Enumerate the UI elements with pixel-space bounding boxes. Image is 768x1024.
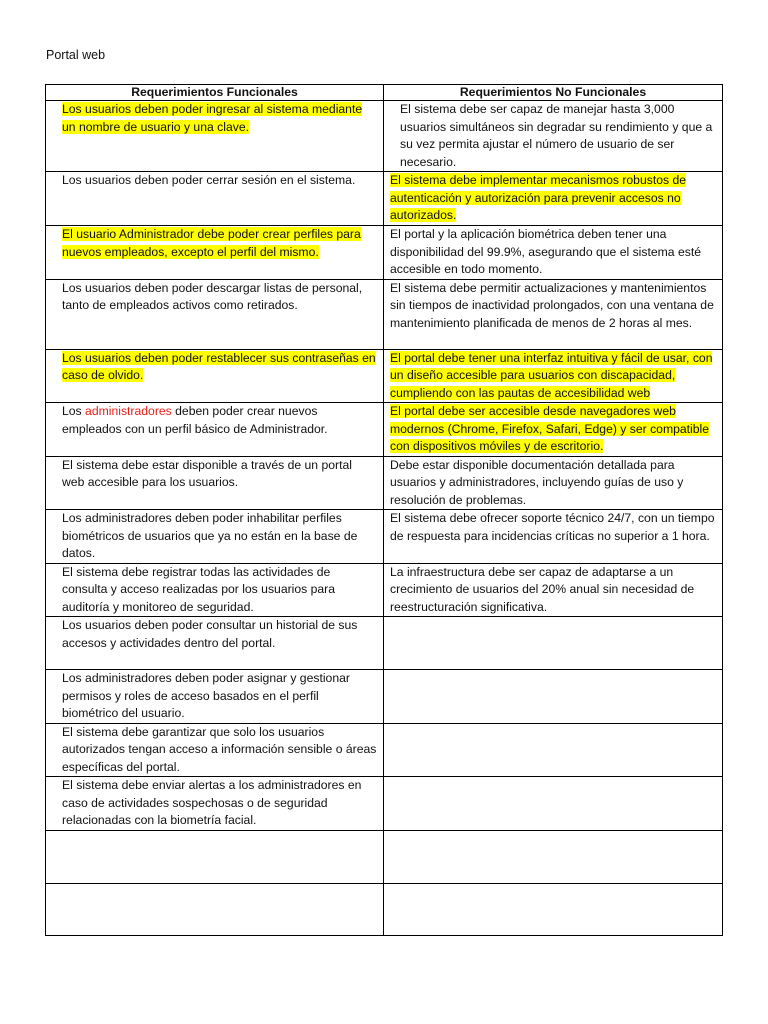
non-functional-cell	[384, 670, 723, 724]
non-functional-cell	[384, 777, 723, 831]
cell-text-post: deben poder crear nuevos empleados con un perfil básico de Administrador.	[62, 404, 328, 436]
highlighted-text: El portal debe ser accesible desde navegadores web modernos (Chrome, Firefox, Safari, Edge) y ser compatible con dispositivos móviles y de escritorio.	[390, 404, 710, 453]
cell-text: El sistema debe registrar todas las actividades de consulta y acceso realizadas por los usuarios para auditoría y monitoreo de seguridad.	[62, 564, 336, 614]
non-functional-cell	[384, 226, 723, 280]
cell-text: El sistema debe ofrecer soporte técnico 24/7, con un tiempo de respuesta para incidencias críticas no superior a 1 hora.	[390, 511, 715, 543]
highlighted-text: Los usuarios deben poder ingresar al sistema mediante un nombre de usuario y una clave.	[62, 102, 363, 134]
cell-text: Los usuarios deben poder cerrar sesión en el sistema.	[62, 173, 356, 187]
functional-cell	[46, 101, 384, 172]
highlighted-text: El sistema debe implementar mecanismos robustos de autenticación y autorización para prevenir accesos no autorizados.	[390, 173, 687, 222]
cell-text: El sistema debe ser capaz de manejar hasta 3,000 usuarios simultáneos sin degradar su rendimiento y que a su vez permita ajustar el número de usuario de ser necesario.	[400, 102, 713, 169]
non-functional-cell	[384, 279, 723, 349]
non-functional-cell	[384, 101, 723, 172]
non-functional-cell	[384, 883, 723, 935]
functional-cell	[46, 403, 384, 457]
non-functional-cell	[384, 510, 723, 564]
table-row	[46, 349, 723, 403]
functional-cell	[46, 777, 384, 831]
cell-text: El sistema debe permitir actualizaciones y mantenimientos sin tiempos de inactividad prolongados, con una ventana de mantenimiento planificada de menos de 2 horas al mes.	[390, 280, 714, 330]
non-functional-cell	[384, 723, 723, 777]
cell-text: Los administradores deben poder inhabilitar perfiles biométricos de usuarios que ya no están en la base de datos.	[62, 511, 358, 560]
non-functional-cell	[384, 456, 723, 510]
non-functional-cell	[384, 617, 723, 670]
cell-text: El sistema debe estar disponible a través de un portal web accesible para los usuarios.	[62, 457, 352, 489]
table-row	[46, 226, 723, 280]
cell-text: El sistema debe garantizar que solo los usuarios autorizados tengan acceso a información sensible o áreas específicas del portal.	[62, 724, 377, 774]
table-row	[46, 279, 723, 349]
header-non-functional: Requerimientos No Funcionales	[384, 85, 723, 101]
table-row	[46, 563, 723, 617]
functional-cell	[46, 456, 384, 510]
table-row	[46, 403, 723, 457]
non-functional-cell	[384, 172, 723, 226]
functional-cell	[46, 226, 384, 280]
page-title: Portal web	[46, 48, 106, 62]
cell-text: Los administradores deben poder asignar y gestionar permisos y roles de acceso basados en el perfil biométrico del usuario.	[62, 671, 350, 720]
functional-cell	[46, 510, 384, 564]
functional-cell	[46, 883, 384, 935]
cell-text: El sistema debe enviar alertas a los administradores en caso de actividades sospechosas o de seguridad relacionadas con la biometría facial.	[62, 778, 362, 827]
table-row	[46, 830, 723, 883]
highlighted-text: El usuario Administrador debe poder crear perfiles para nuevos empleados, excepto el perfil del mismo.	[62, 227, 361, 259]
table-row	[46, 101, 723, 172]
non-functional-cell	[384, 830, 723, 883]
functional-cell	[46, 723, 384, 777]
table-row	[46, 883, 723, 935]
table-row	[46, 617, 723, 670]
cell-text: Los usuarios deben poder descargar listas de personal, tanto de empleados activos como retirados.	[62, 280, 363, 312]
table-row	[46, 777, 723, 831]
non-functional-cell	[384, 563, 723, 617]
cell-text: La infraestructura debe ser capaz de adaptarse a un crecimiento de usuarios del 20% anual sin necesidad de reestructuración significativa.	[390, 564, 695, 614]
functional-cell	[46, 563, 384, 617]
functional-cell	[46, 617, 384, 670]
header-functional: Requerimientos Funcionales	[46, 85, 384, 101]
cell-text-pre: Los	[62, 404, 86, 418]
cell-text: Debe estar disponible documentación detallada para usuarios y administradores, incluyendo guías de uso y resolución de problemas.	[390, 457, 684, 507]
non-functional-cell	[384, 403, 723, 457]
cell-text: El portal y la aplicación biométrica deben tener una disponibilidad del 99.9%, asegurando que el sistema esté accesible en todo momento.	[390, 227, 701, 276]
red-text: administradores	[85, 404, 172, 418]
functional-cell	[46, 830, 384, 883]
table-row	[46, 723, 723, 777]
cell-text: Los usuarios deben poder consultar un historial de sus accesos y actividades dentro del portal.	[62, 618, 358, 650]
functional-cell	[46, 349, 384, 403]
non-functional-cell	[384, 349, 723, 403]
table-row	[46, 456, 723, 510]
functional-cell	[46, 172, 384, 226]
functional-cell	[46, 670, 384, 724]
table-header-row	[46, 85, 723, 101]
table-row	[46, 172, 723, 226]
table-row	[46, 510, 723, 564]
table-row	[46, 670, 723, 724]
functional-cell	[46, 279, 384, 349]
requirements-table	[45, 84, 723, 936]
highlighted-text: Los usuarios deben poder restablecer sus contraseñas en caso de olvido.	[62, 350, 376, 382]
highlighted-text: El portal debe tener una interfaz intuitiva y fácil de usar, con un diseño accesible para usuarios con discapacidad, cumpliendo con las pautas de accesibilidad web	[390, 350, 713, 400]
